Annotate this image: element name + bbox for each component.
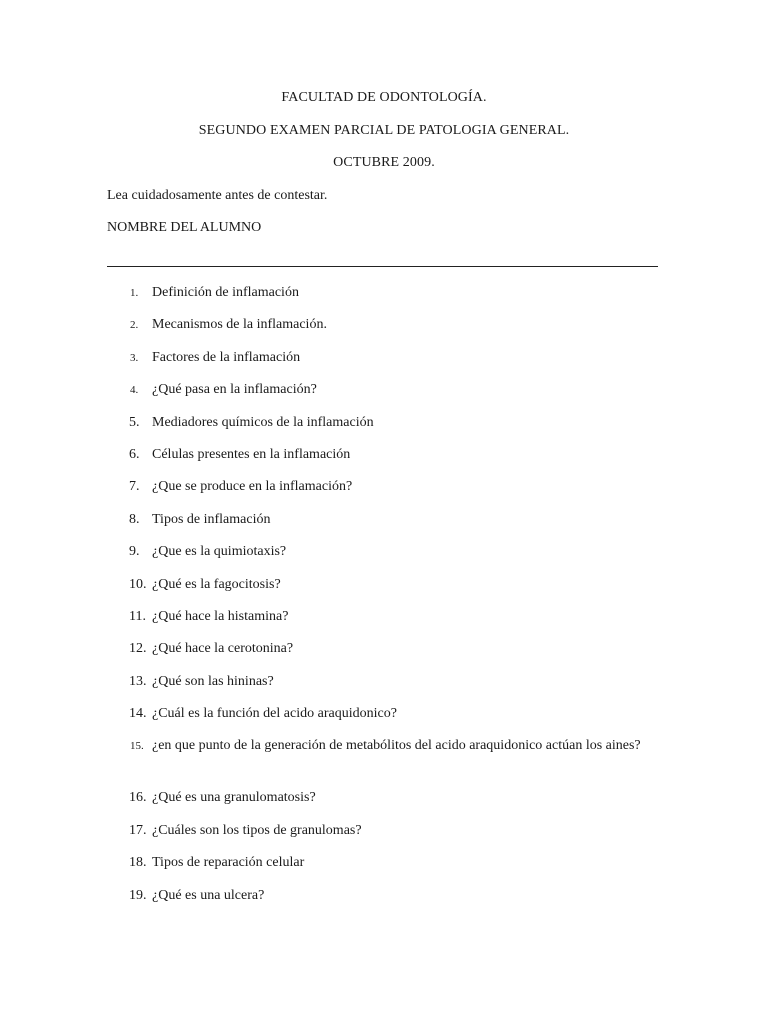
question-number: 10. (129, 576, 147, 592)
question-number: 19. (129, 887, 147, 903)
question-text: Tipos de reparación celular (152, 855, 305, 871)
question-text: Definición de inflamación (152, 285, 299, 300)
question-item (0, 639, 768, 671)
question-text: Tipos de inflamación (152, 511, 271, 527)
question-item (0, 283, 768, 315)
question-item (0, 477, 768, 509)
question-number: 7. (129, 479, 140, 495)
question-list (0, 283, 768, 918)
question-text: ¿Cuál es la función del acido araquidonico? (152, 706, 397, 722)
question-item (0, 445, 768, 477)
question-number: 6. (129, 446, 140, 462)
name-underline (107, 266, 658, 267)
question-text: Factores de la inflamación (152, 349, 301, 365)
question-text: ¿Cuáles son los tipos de granulomas? (152, 822, 362, 838)
question-item (0, 315, 768, 347)
question-item (0, 853, 768, 885)
question-number: 16. (129, 790, 147, 806)
question-item (0, 788, 768, 820)
question-number: 14. (129, 706, 147, 722)
question-number: 1. (130, 287, 139, 299)
question-item (0, 380, 768, 412)
question-item (0, 704, 768, 736)
question-item (0, 575, 768, 607)
question-number: 13. (129, 673, 147, 689)
question-text: Células presentes en la inflamación (152, 446, 351, 462)
question-text: ¿Qué es la fagocitosis? (152, 576, 281, 592)
question-number: 9. (129, 544, 140, 560)
question-text: ¿Qué pasa en la inflamación? (152, 382, 317, 398)
question-item (0, 413, 768, 445)
question-text: ¿Qué hace la cerotonina? (152, 641, 294, 657)
question-number: 12. (129, 641, 147, 657)
question-item (0, 542, 768, 574)
question-text: ¿Qué hace la histamina? (152, 608, 289, 624)
question-number: 11. (129, 608, 146, 624)
question-number: 8. (129, 511, 140, 527)
instructions-text: Lea cuidadosamente antes de contestar. (107, 188, 328, 203)
question-number: 4. (130, 384, 139, 397)
question-number: 17. (129, 822, 147, 838)
question-number: 2. (130, 319, 139, 332)
question-text: Mediadores químicos de la inflamación (152, 414, 374, 430)
question-item (0, 886, 768, 918)
exam-title: SEGUNDO EXAMEN PARCIAL DE PATOLOGIA GENERAL. (198, 123, 570, 138)
question-number: 5. (129, 414, 140, 430)
question-number: 3. (130, 351, 139, 364)
question-text: ¿Que es la quimiotaxis? (152, 544, 287, 560)
faculty-title: FACULTAD DE ODONTOLOGÍA. (281, 90, 487, 105)
question-item (0, 821, 768, 853)
question-text: ¿Que se produce en la inflamación? (152, 479, 353, 495)
question-text: ¿Qué son las hininas? (152, 673, 274, 689)
question-text: ¿en que punto de la generación de metabólitos del acido araquidonico actúan los aines? (152, 738, 641, 754)
exam-date: OCTUBRE 2009. (333, 155, 435, 170)
question-text: ¿Qué es una granulomatosis? (152, 790, 316, 806)
question-item (0, 348, 768, 380)
question-number: 18. (129, 855, 147, 871)
student-name-label: NOMBRE DEL ALUMNO (107, 220, 262, 235)
question-text: ¿Qué es una ulcera? (152, 887, 265, 903)
question-item (0, 672, 768, 704)
question-number: 15. (130, 740, 144, 753)
question-text: Mecanismos de la inflamación. (152, 317, 327, 333)
question-item (0, 736, 768, 788)
question-item (0, 607, 768, 639)
question-item (0, 510, 768, 542)
